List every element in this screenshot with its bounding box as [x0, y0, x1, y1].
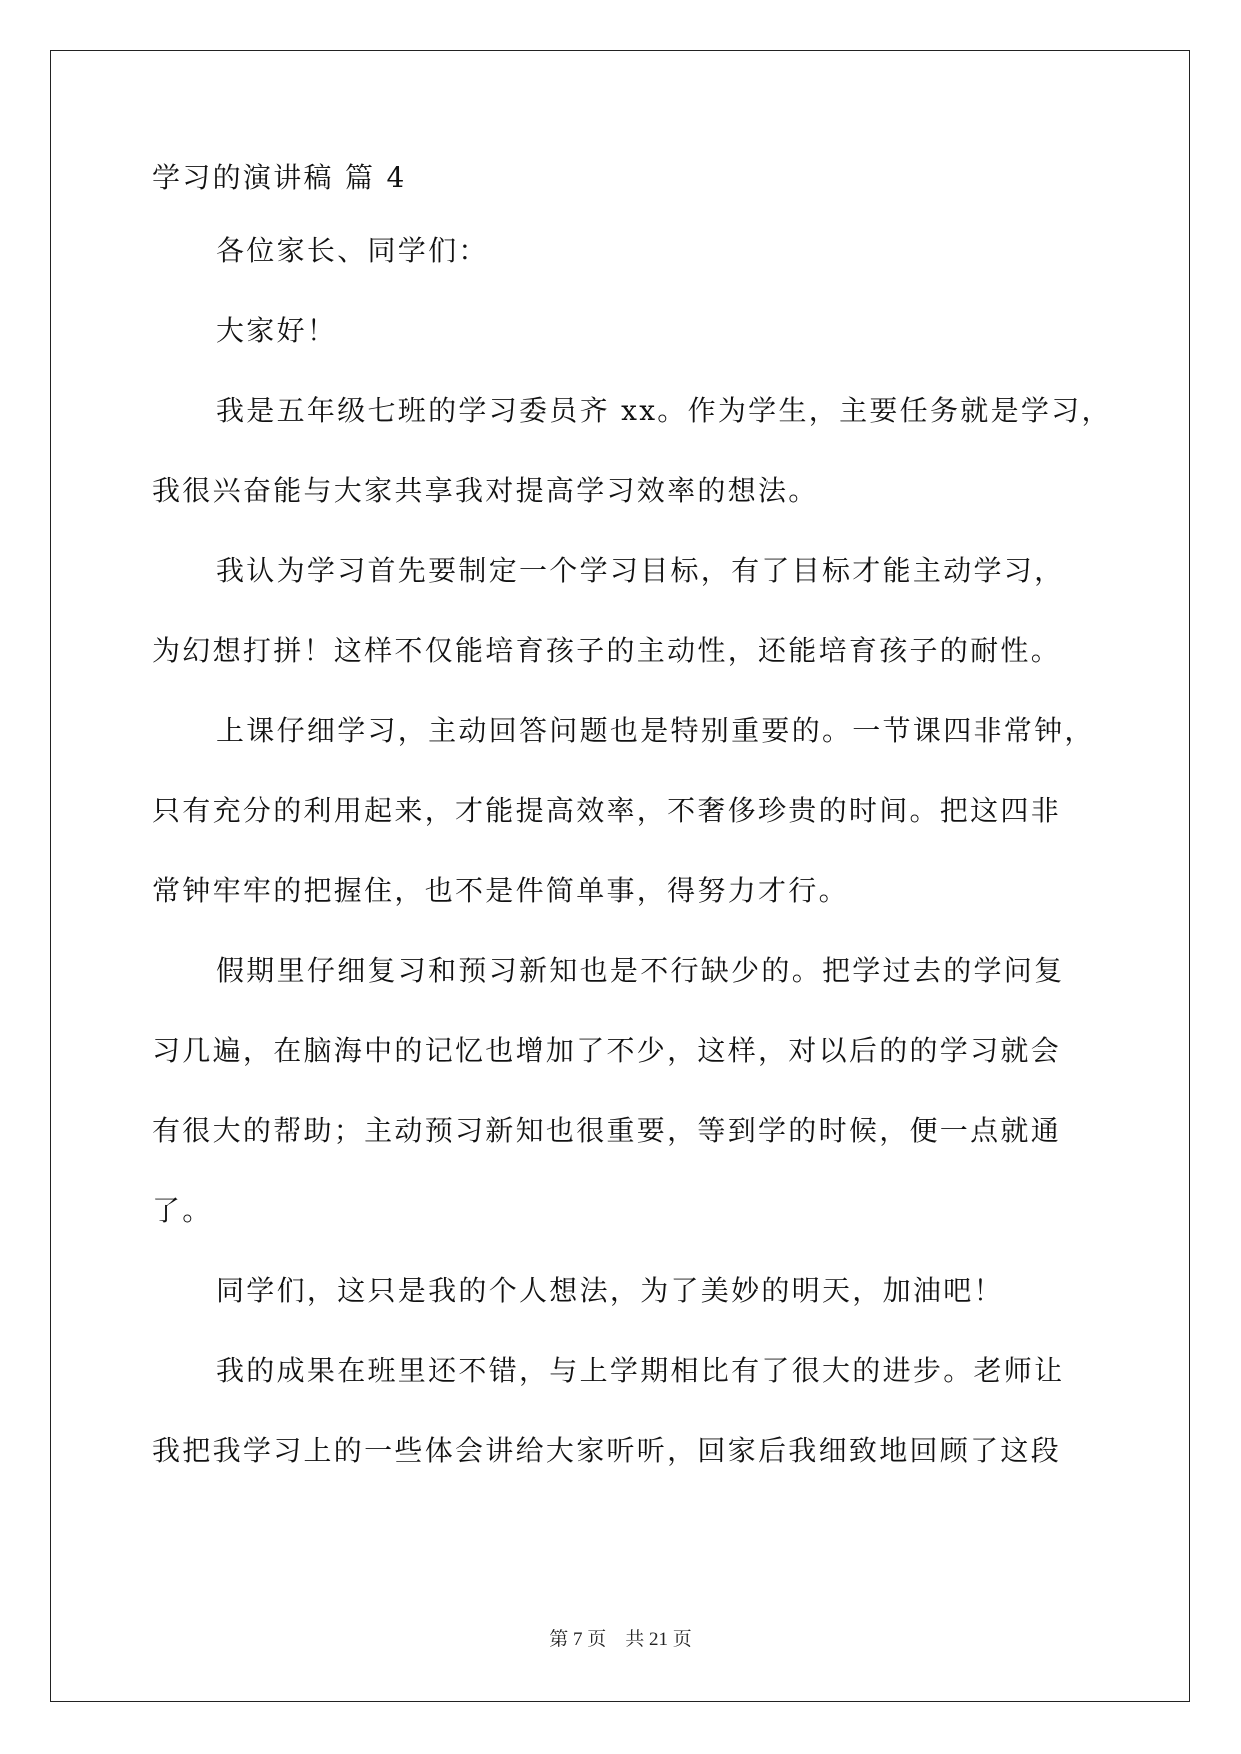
salutation-line: 各位家长、同学们：	[216, 234, 489, 267]
paragraph-line: 只有充分的利用起来，才能提高效率，不奢侈珍贵的时间。把这四非	[152, 794, 1062, 827]
paragraph-line: 我很兴奋能与大家共享我对提高学习效率的想法。	[152, 474, 819, 507]
paragraph-line: 我是五年级七班的学习委员齐 xx。作为学生，主要任务就是学习，	[216, 394, 1112, 427]
paragraph-line: 我把我学习上的一些体会讲给大家听听，回家后我细致地回顾了这段	[152, 1434, 1062, 1467]
paragraph-line: 同学们，这只是我的个人想法，为了美妙的明天，加油吧！	[216, 1274, 1004, 1307]
paragraph-line: 为幻想打拼！这样不仅能培育孩子的主动性，还能培育孩子的耐性。	[152, 634, 1062, 667]
paragraph-line: 了。	[152, 1194, 213, 1227]
greeting-line: 大家好！	[216, 314, 338, 347]
paragraph-line: 我的成果在班里还不错，与上学期相比有了很大的进步。老师让	[216, 1354, 1065, 1387]
paragraph-line: 我认为学习首先要制定一个学习目标，有了目标才能主动学习，	[216, 554, 1065, 587]
page-number-footer: 第 7 页 共 21 页	[549, 1629, 692, 1650]
paragraph-line: 有很大的帮助；主动预习新知也很重要，等到学的时候，便一点就通	[152, 1114, 1062, 1147]
paragraph-line: 常钟牢牢的把握住，也不是件简单事，得努力才行。	[152, 874, 849, 907]
paragraph-line: 习几遍，在脑海中的记忆也增加了不少，这样，对以后的的学习就会	[152, 1034, 1062, 1067]
paragraph-line: 假期里仔细复习和预习新知也是不行缺少的。把学过去的学问复	[216, 954, 1065, 987]
paragraph-line: 上课仔细学习，主动回答问题也是特别重要的。一节课四非常钟，	[216, 714, 1095, 747]
document-heading: 学习的演讲稿 篇 4	[152, 161, 407, 194]
